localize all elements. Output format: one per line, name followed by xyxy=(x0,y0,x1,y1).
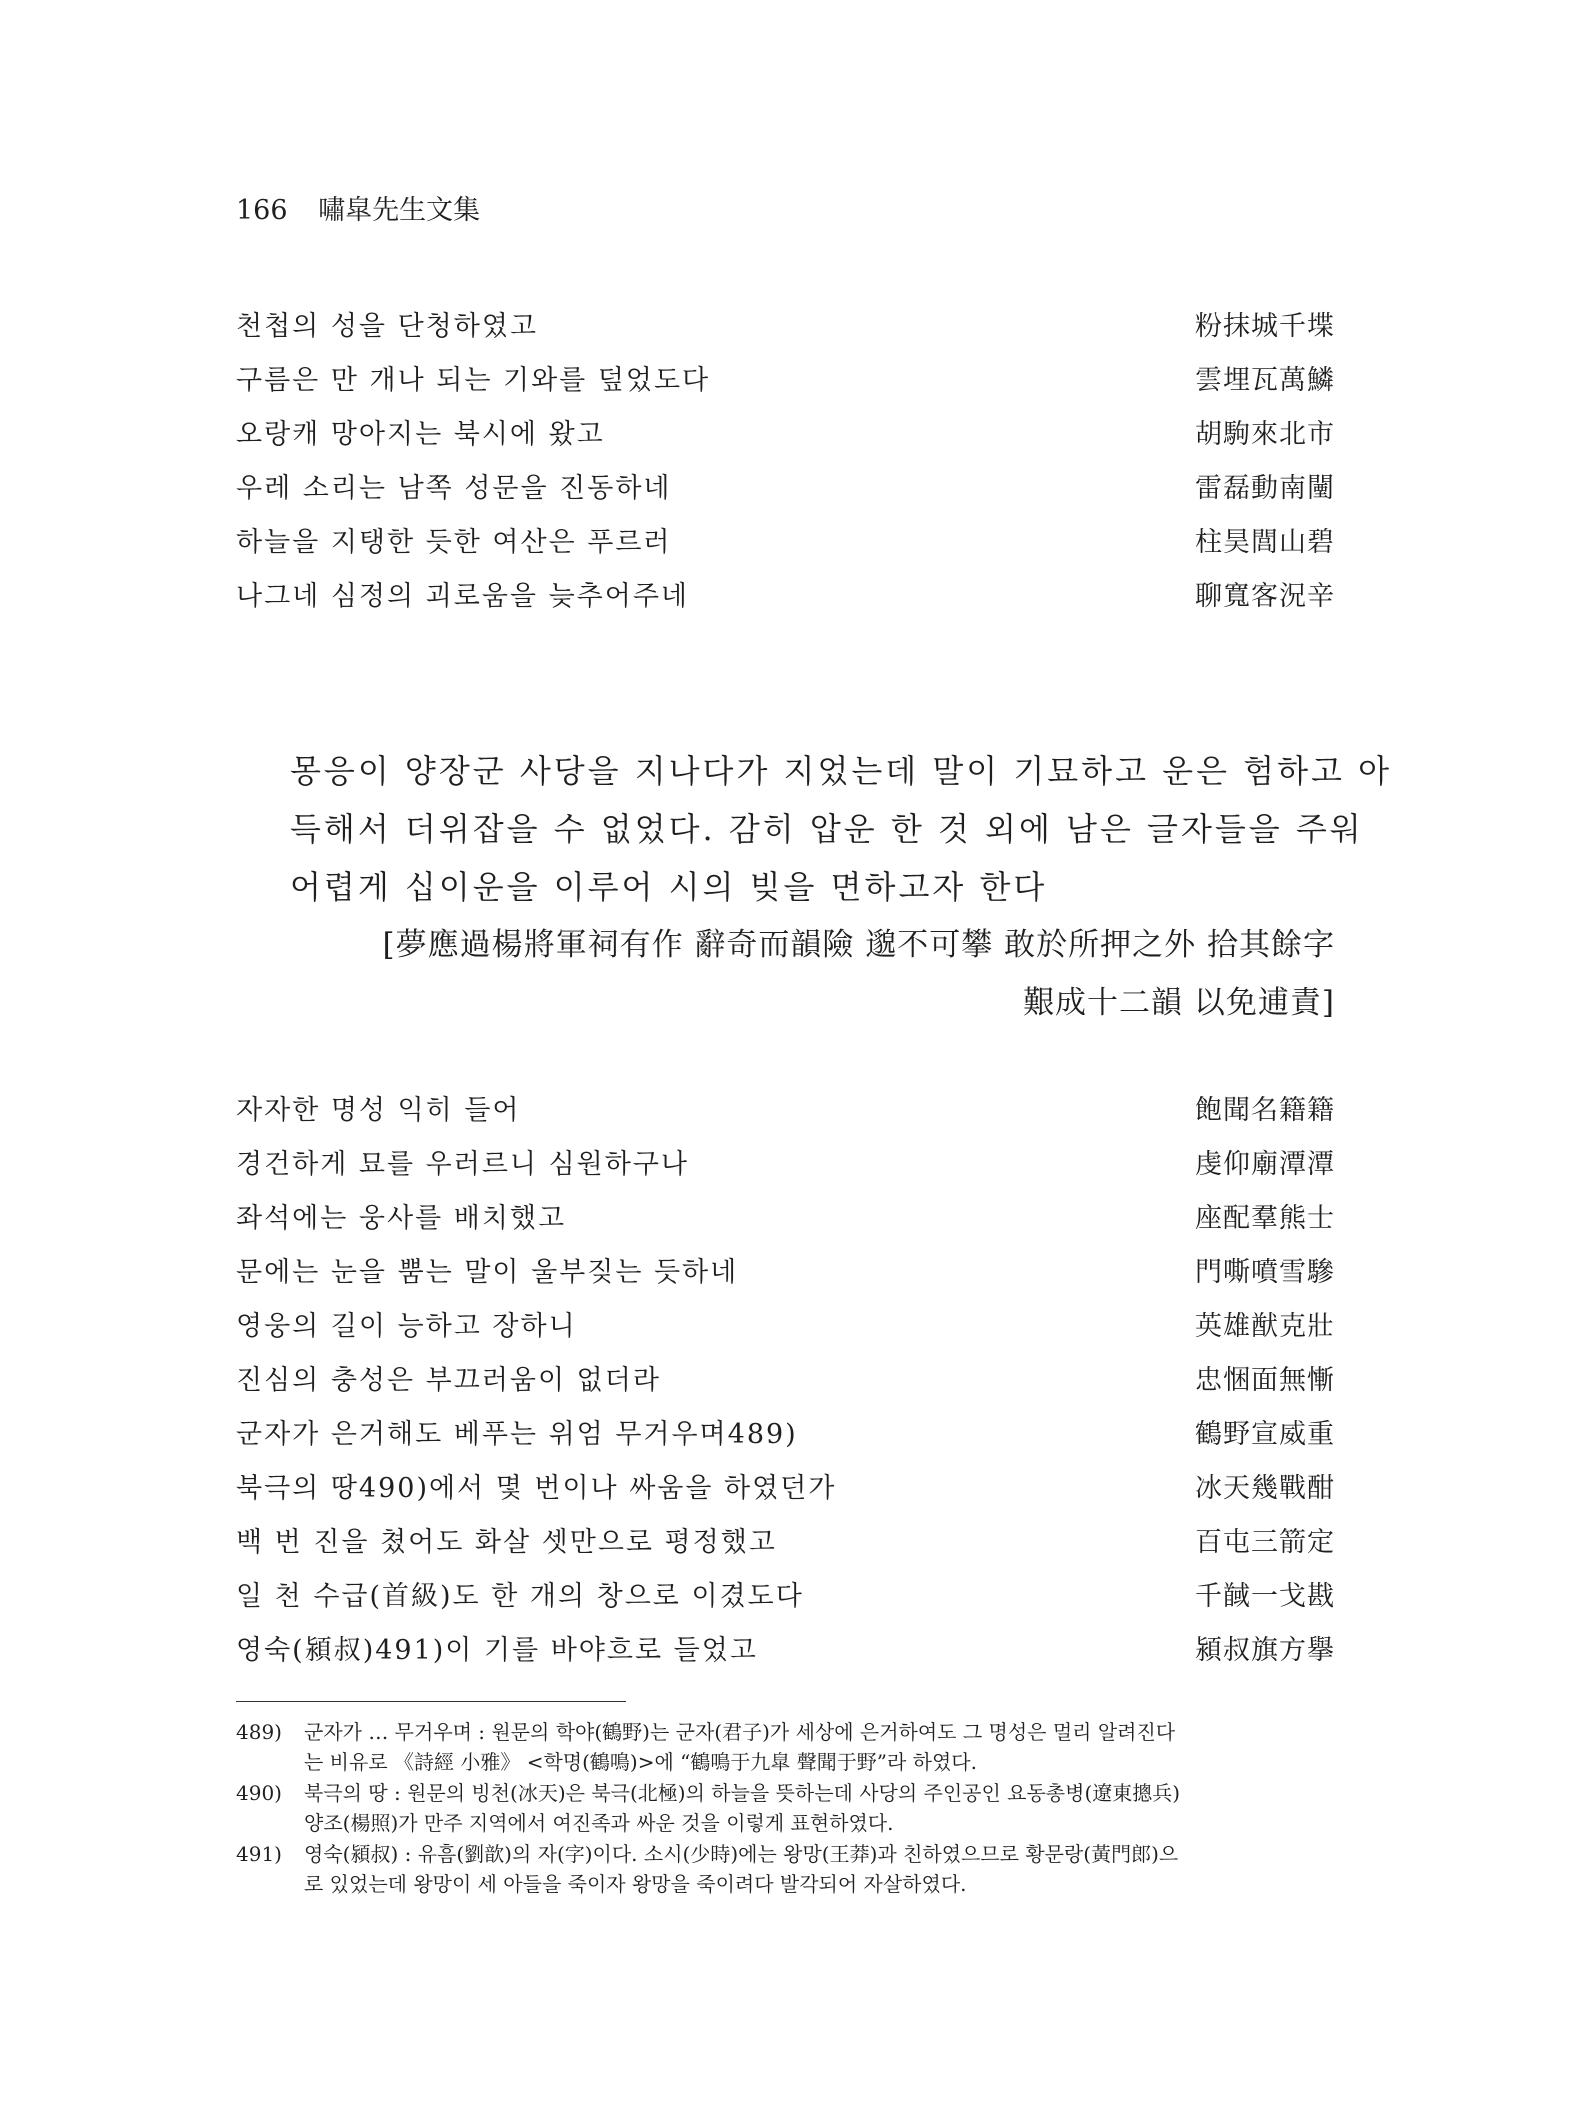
poem-line xyxy=(236,1570,1335,1624)
poem-line xyxy=(236,354,1335,408)
footnote-line: 영숙(潁叔) : 유흠(劉歆)의 자(字)이다. 소시(少時)에는 왕망(王莽)과 친하였으므로 황문랑(黃門郎)으 xyxy=(304,1842,1179,1866)
poem-line xyxy=(236,570,1335,624)
footnote-line: 는 비유로 《詩經 小雅》 <학명(鶴鳴)>에 “鶴鳴于九皐 聲聞于野”라 하였다. xyxy=(304,1750,977,1774)
footnote-line: 양조(楊照)가 만주 지역에서 여진족과 싸운 것을 이렇게 표현하였다. xyxy=(304,1811,894,1835)
korean-verse: 백 번 진을 쳤어도 화살 셋만으로 평정했고 xyxy=(236,1527,777,1558)
footnote-line: 군자가 … 무거우며 : 원문의 학야(鶴野)는 군자(君子)가 세상에 은거하여도 그 명성은 멀리 알려진다 xyxy=(304,1720,1176,1744)
hanja-verse: 千馘一戈戡 xyxy=(1195,1581,1335,1612)
korean-verse: 진심의 충성은 부끄러움이 없더라 xyxy=(236,1365,661,1396)
poem-line xyxy=(236,1084,1335,1138)
footnote-number: 491) xyxy=(236,1842,282,1866)
hanja-verse: 虔仰廟潭潭 xyxy=(1195,1149,1335,1180)
hanja-verse: 胡駒來北市 xyxy=(1195,419,1335,450)
hanja-verse: 潁叔旗方擧 xyxy=(1195,1635,1335,1666)
hanja-verse: 粉抹城千堞 xyxy=(1195,311,1335,342)
korean-verse: 구름은 만 개나 되는 기와를 덮었도다 xyxy=(236,365,711,396)
hanja-verse: 忠悃面無慚 xyxy=(1195,1365,1335,1396)
poem-line xyxy=(236,1246,1335,1300)
korean-verse: 북극의 땅490)에서 몇 번이나 싸움을 하였던가 xyxy=(236,1473,837,1504)
poem-line xyxy=(236,1192,1335,1246)
poem-title-block xyxy=(290,742,1392,1032)
footnote-line: 북극의 땅 : 원문의 빙천(冰天)은 북극(北極)의 하늘을 뜻하는데 사당의 주인공인 요동총병(遼東摠兵) xyxy=(304,1781,1181,1805)
korean-verse: 영웅의 길이 능하고 장하니 xyxy=(236,1311,577,1342)
running-head xyxy=(236,194,480,228)
footnote-number: 490) xyxy=(236,1781,282,1805)
footnote xyxy=(236,1778,1335,1838)
poem-line xyxy=(236,1408,1335,1462)
hanja-verse: 雲埋瓦萬鱗 xyxy=(1195,365,1335,396)
korean-verse: 천첩의 성을 단청하였고 xyxy=(236,311,538,342)
korean-verse: 문에는 눈을 뿜는 말이 울부짖는 듯하네 xyxy=(236,1257,739,1288)
footnote xyxy=(236,1717,1335,1777)
hanja-verse: 柱昊閭山碧 xyxy=(1195,527,1335,558)
book-title: 嘯皐先生文集 xyxy=(318,195,481,226)
hanja-verse: 冰天幾戰酣 xyxy=(1195,1473,1335,1504)
hanja-verse: 門嘶噴雪驂 xyxy=(1195,1257,1335,1288)
korean-verse: 자자한 명성 익히 들어 xyxy=(236,1095,521,1126)
page-number: 166 xyxy=(236,195,288,226)
poem-line xyxy=(236,1624,1335,1678)
poem-line xyxy=(236,516,1335,570)
korean-verse: 경건하게 묘를 우러르니 심원하구나 xyxy=(236,1149,689,1180)
second-poem xyxy=(236,1084,1335,1678)
hanja-verse: 座配羣熊士 xyxy=(1195,1203,1335,1234)
hanja-verse: 英雄猷克壯 xyxy=(1195,1311,1335,1342)
poem-line xyxy=(236,1354,1335,1408)
hanja-verse: 飽聞名籍籍 xyxy=(1195,1095,1335,1126)
poem-line xyxy=(236,1462,1335,1516)
korean-verse: 영숙(潁叔)491)이 기를 바야흐로 들었고 xyxy=(236,1635,758,1666)
hanja-verse: 鶴野宣威重 xyxy=(1195,1419,1335,1450)
korean-verse: 좌석에는 웅사를 배치했고 xyxy=(236,1203,567,1234)
hanja-verse: 聊寬客況辛 xyxy=(1195,581,1335,612)
korean-title-line: 몽응이 양장군 사당을 지나다가 지었는데 말이 기묘하고 운은 험하고 아 xyxy=(290,752,1392,790)
poem-line xyxy=(236,1300,1335,1354)
korean-title-line: 어렵게 십이운을 이루어 시의 빚을 면하고자 한다 xyxy=(290,868,1048,906)
original-title-line: [夢應過楊將軍祠有作 辭奇而韻險 邈不可攀 敢於所押之外 拾其餘字 xyxy=(382,927,1335,963)
korean-title-line: 득해서 더위잡을 수 없었다. 감히 압운 한 것 외에 남은 글자들을 주워 xyxy=(290,810,1364,848)
poem-line xyxy=(236,408,1335,462)
korean-verse: 나그네 심정의 괴로움을 늦추어주네 xyxy=(236,581,689,612)
footnote-divider xyxy=(236,1701,626,1702)
footnotes xyxy=(236,1717,1335,1900)
footnote-number: 489) xyxy=(236,1720,282,1744)
korean-verse: 우레 소리는 남쪽 성문을 진동하네 xyxy=(236,473,672,504)
first-poem xyxy=(236,300,1335,624)
poem-line xyxy=(236,1138,1335,1192)
korean-verse: 오랑캐 망아지는 북시에 왔고 xyxy=(236,419,605,450)
poem-line xyxy=(236,300,1335,354)
footnote xyxy=(236,1839,1335,1899)
original-title-line: 艱成十二韻 以免逋責] xyxy=(1023,985,1335,1021)
korean-verse: 하늘을 지탱한 듯한 여산은 푸르러 xyxy=(236,527,672,558)
korean-verse: 군자가 은거해도 베푸는 위엄 무거우며489) xyxy=(236,1419,798,1450)
hanja-verse: 百屯三箭定 xyxy=(1195,1527,1335,1558)
footnote-line: 로 있었는데 왕망이 세 아들을 죽이자 왕망을 죽이려다 발각되어 자살하였다. xyxy=(304,1872,967,1896)
poem-line xyxy=(236,462,1335,516)
poem-line xyxy=(236,1516,1335,1570)
hanja-verse: 雷磊動南闉 xyxy=(1195,473,1335,504)
korean-verse: 일 천 수급(首級)도 한 개의 창으로 이겼도다 xyxy=(236,1581,804,1612)
